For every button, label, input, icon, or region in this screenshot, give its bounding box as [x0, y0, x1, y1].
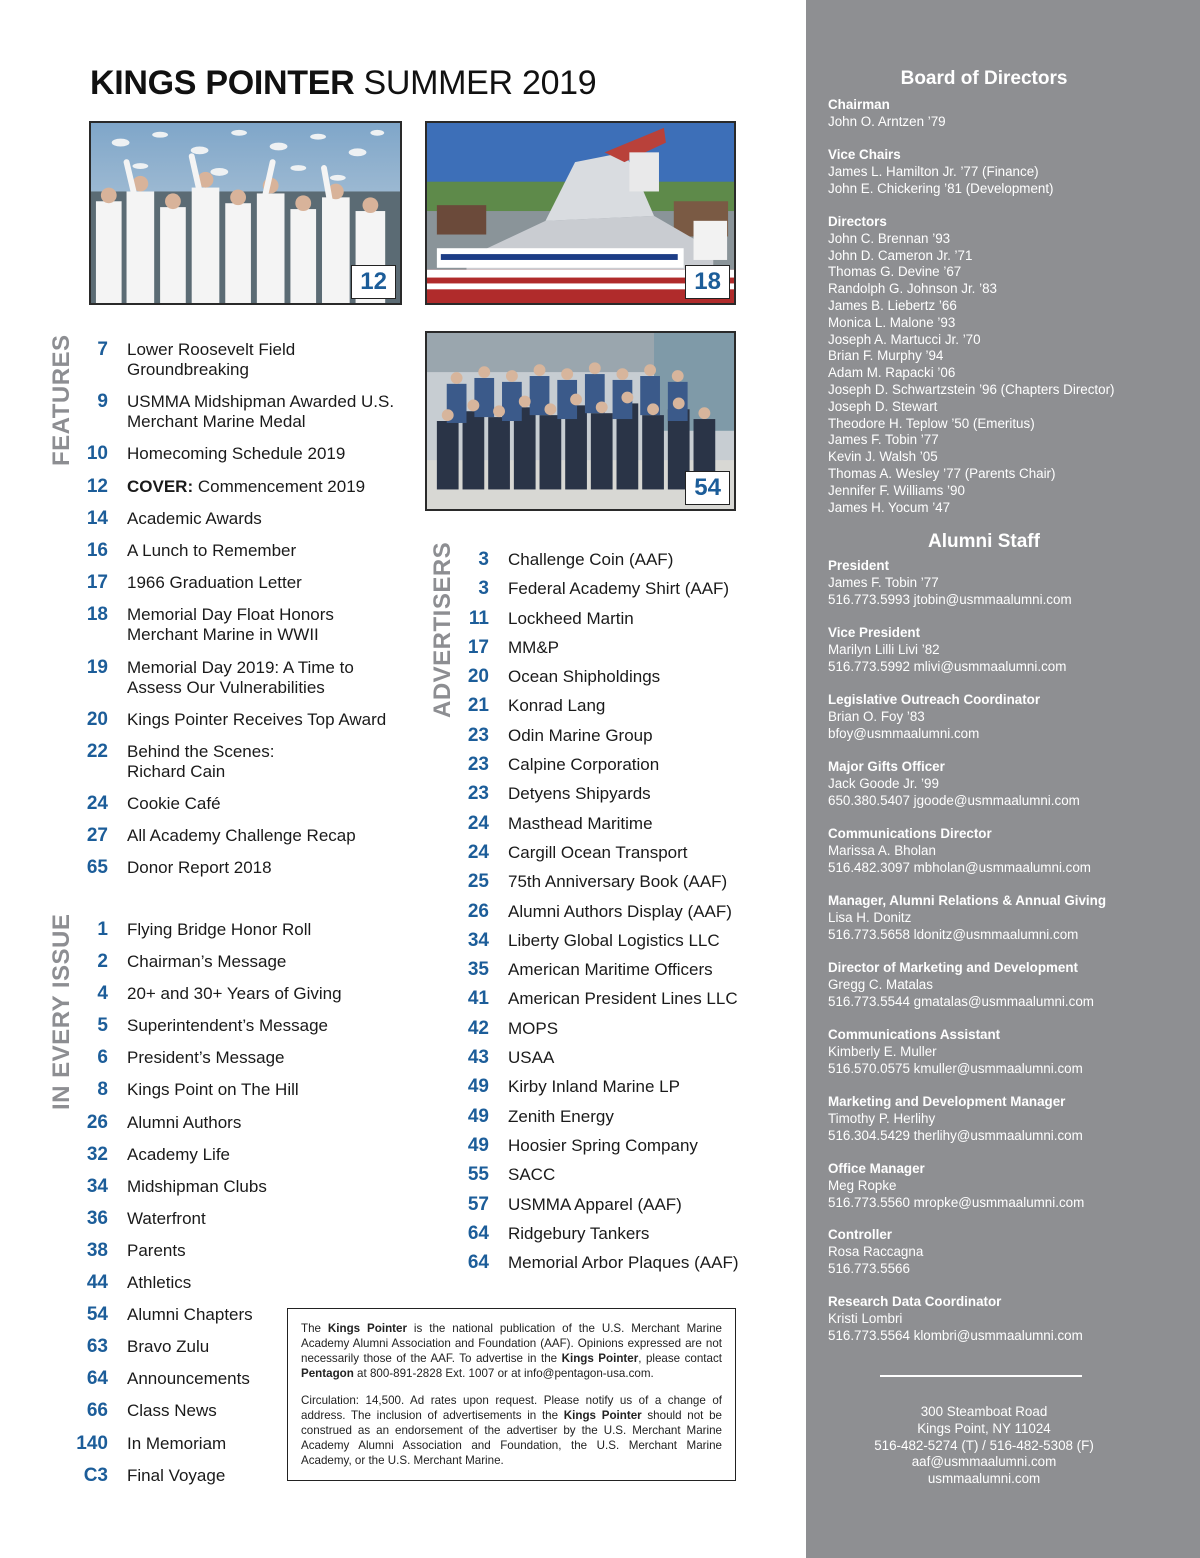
item-title: Superintendent’s Message	[127, 1016, 328, 1036]
item-title: Waterfront	[127, 1208, 206, 1228]
role-title: Chairman	[828, 97, 890, 112]
photo-alumni-chapter-group	[425, 331, 736, 511]
staff-group	[828, 692, 1188, 742]
contact-line: 516.482.3097 mbholan@usmmaalumni.com	[828, 859, 1091, 875]
every-issue-item[interactable]	[72, 1016, 412, 1048]
page-number: 5	[97, 1015, 108, 1037]
page-number: 26	[86, 1111, 108, 1133]
role-title: Controller	[828, 1227, 892, 1242]
contact-line: 516.773.5993 jtobin@usmmaalumni.com	[828, 591, 1072, 607]
page-number: 38	[86, 1239, 108, 1261]
disclaimer-paragraph-1: The Kings Pointer is the national publication of the U.S. Merchant Marine Academy Alumni Association and Foundation (AAF). Opinions expressed are not necessarily those of the AAF. To advertise in the Kings Pointer, please contact Pentagon at 800-891-2828 Ext. 1007 or at info@pentagon-usa.com.	[301, 1322, 723, 1380]
contact-line: Thomas G. Devine ’67	[828, 264, 962, 280]
features-item[interactable]	[72, 444, 412, 464]
role-title: Major Gifts Officer	[828, 759, 945, 774]
board-group	[828, 214, 1188, 516]
page-number: 1	[97, 919, 108, 940]
item-title: Alumni Chapters	[127, 1305, 253, 1325]
contact-line: 516.773.5992 mlivi@usmmaalumni.com	[828, 658, 1067, 674]
page-number: 64	[86, 1368, 108, 1390]
section-label-features: FEATURES	[48, 334, 75, 466]
page-number: 19	[86, 656, 108, 678]
item-title: Konrad Lang	[508, 696, 606, 716]
item-title: Lower Roosevelt Field Groundbreaking	[127, 340, 296, 379]
every-issue-item[interactable]	[72, 1048, 412, 1080]
contact-line: bfoy@usmmaalumni.com	[828, 725, 980, 741]
board-group	[828, 147, 1188, 197]
features-item[interactable]	[72, 392, 412, 432]
page-number: 43	[467, 1047, 489, 1069]
features-item[interactable]	[72, 742, 412, 782]
staff-group	[828, 1294, 1188, 1344]
publication-disclaimer	[287, 1308, 736, 1481]
contact-line: Kevin J. Walsh ’05	[828, 449, 938, 465]
page-number: 4	[97, 983, 108, 1005]
item-title: Parents	[127, 1240, 186, 1260]
advertiser-item[interactable]	[452, 696, 772, 725]
contact-line: Gregg C. Matalas	[828, 976, 933, 992]
contact-line: Adam M. Rapacki ’06	[828, 365, 956, 381]
item-title: MOPS	[508, 1018, 559, 1038]
page-number: 7	[97, 339, 108, 360]
item-title: Odin Marine Group	[508, 725, 653, 745]
contact-line: 516.773.5544 gmatalas@usmmaalumni.com	[828, 993, 1094, 1009]
page-number: 22	[86, 740, 108, 762]
staff-group	[828, 558, 1188, 608]
sidebar	[806, 0, 1200, 1558]
page-number: 54	[86, 1304, 108, 1326]
advertiser-item[interactable]	[452, 960, 772, 989]
contact-line: Timothy P. Herlihy	[828, 1110, 936, 1126]
contact-line: James B. Liebertz ’66	[828, 297, 957, 313]
role-title: Director of Marketing and Development	[828, 960, 1079, 975]
disclaimer-paragraph-2: Circulation: 14,500. Ad rates upon request. Please notify us of a change of address. The inclusion of advertisements in the Kings Pointer should not be construed as an endorsement of the advertiser by the U.S. Merchant Marine Academy Alumni Association and Foundation, the U.S. Merchant Marine Academy, or the U.S. Merchant Marine.	[301, 1394, 722, 1467]
contact-line: James L. Hamilton Jr. ’77 (Finance)	[828, 163, 1039, 179]
item-title: All Academy Challenge Recap	[127, 826, 356, 846]
staff-group	[828, 960, 1188, 1010]
staff-group	[828, 893, 1188, 943]
staff-heading: Alumni Staff	[928, 531, 1040, 552]
contact-line: 516.773.5566	[828, 1260, 910, 1276]
contact-line: Brian F. Murphy ’94	[828, 348, 944, 364]
every-issue-item[interactable]	[72, 1241, 412, 1273]
contact-line: Brian O. Foy ’83	[828, 708, 925, 724]
page-number: 24	[467, 841, 489, 863]
page-number: 8	[97, 1079, 108, 1101]
page-number: 25	[467, 871, 489, 893]
section-label-in-every-issue: IN EVERY ISSUE	[48, 913, 75, 1110]
page-number: 55	[467, 1164, 489, 1186]
contact-line: 516.304.5429 therlihy@usmmaalumni.com	[828, 1127, 1083, 1143]
contact-line: Joseph D. Schwartzstein ’96 (Chapters Director)	[828, 381, 1115, 397]
staff-group	[828, 1094, 1188, 1144]
item-title: Detyens Shipyards	[508, 784, 651, 804]
page-number: 17	[86, 572, 108, 594]
item-title: Donor Report 2018	[127, 858, 272, 878]
contact-line: 650.380.5407 jgoode@usmmaalumni.com	[828, 792, 1080, 808]
address-line: aaf@usmmaalumni.com	[911, 1454, 1057, 1470]
page-number: 27	[86, 825, 108, 847]
item-title: USAA	[508, 1048, 555, 1068]
every-issue-item[interactable]	[72, 1273, 412, 1305]
advertiser-item[interactable]	[452, 638, 772, 667]
advertiser-item[interactable]	[452, 550, 772, 579]
page-number: 63	[86, 1336, 108, 1358]
contact-line: Theodore H. Teplow ’50 (Emeritus)	[828, 415, 1035, 431]
page-number: C3	[83, 1464, 108, 1486]
page-number: 11	[468, 607, 489, 629]
every-issue-item[interactable]	[72, 952, 412, 984]
page-number: 65	[86, 857, 108, 879]
item-title: Midshipman Clubs	[127, 1176, 267, 1196]
role-title: Research Data Coordinator	[828, 1294, 1002, 1309]
item-title: Homecoming Schedule 2019	[127, 444, 346, 464]
page-number: 49	[467, 1105, 489, 1127]
features-item[interactable]	[72, 340, 412, 380]
page-number: 41	[467, 988, 489, 1010]
item-title: Ocean Shipholdings	[508, 667, 661, 687]
page-badge: 54	[685, 471, 730, 505]
contact-line: Thomas A. Wesley ’77 (Parents Chair)	[828, 465, 1056, 481]
page-number: 3	[478, 549, 489, 570]
item-title: Zenith Energy	[508, 1106, 614, 1126]
page-number: 64	[467, 1252, 489, 1274]
contact-line: Monica L. Malone ’93	[828, 314, 956, 330]
item-title: Kirby Inland Marine LP	[508, 1077, 680, 1097]
address-line: 300 Steamboat Road	[920, 1404, 1048, 1419]
contact-line: Marilyn Lilli Livi ’82	[828, 641, 940, 657]
item-title: Memorial Arbor Plaques (AAF)	[508, 1253, 739, 1273]
page-number: 42	[467, 1017, 489, 1039]
contact-line: John C. Brennan ’93	[828, 230, 951, 246]
item-title: President’s Message	[127, 1048, 285, 1068]
advertiser-item[interactable]	[452, 1077, 772, 1106]
page-badge: 18	[685, 265, 730, 299]
item-title: Athletics	[127, 1273, 192, 1293]
features-item[interactable]	[72, 541, 412, 561]
item-title: Cargill Ocean Transport	[508, 842, 688, 862]
page-number: 3	[478, 578, 489, 600]
role-title: Vice President	[828, 625, 921, 640]
address-line: Kings Point, NY 11024	[917, 1420, 1051, 1436]
item-title: Flying Bridge Honor Roll	[127, 920, 312, 939]
advertiser-item[interactable]	[452, 667, 772, 696]
staff-group	[828, 759, 1188, 809]
page-number: 26	[467, 900, 489, 922]
item-title: MM&P	[508, 637, 559, 657]
features-item[interactable]	[72, 658, 412, 698]
page-number: 66	[86, 1400, 108, 1422]
page-number: 36	[86, 1207, 108, 1229]
advertiser-item[interactable]	[452, 726, 772, 755]
item-title: Alumni Authors Display (AAF)	[508, 901, 732, 921]
every-issue-item[interactable]	[72, 1080, 412, 1112]
page-number: 23	[467, 724, 489, 746]
role-title: Vice Chairs	[828, 147, 901, 162]
item-title: Chairman’s Message	[127, 952, 287, 972]
advertiser-item[interactable]	[452, 755, 772, 784]
item-title: Kings Point on The Hill	[127, 1080, 299, 1100]
advertiser-item[interactable]	[452, 814, 772, 843]
item-title: American Maritime Officers	[508, 960, 713, 980]
advertiser-item[interactable]	[452, 902, 772, 931]
item-title: Final Voyage	[127, 1465, 226, 1485]
contact-line: Lisa H. Donitz	[828, 909, 912, 925]
page-number: 34	[86, 1175, 108, 1197]
item-title: American President Lines LLC	[508, 989, 738, 1009]
contact-line: Jack Goode Jr. ’99	[828, 775, 939, 791]
advertiser-item[interactable]	[452, 609, 772, 638]
advertiser-item[interactable]	[452, 1165, 772, 1194]
contact-line: Jennifer F. Williams ’90	[828, 482, 965, 498]
item-title: In Memoriam	[127, 1433, 227, 1453]
staff-group	[828, 1027, 1188, 1077]
advertiser-item[interactable]	[452, 931, 772, 960]
advertisers-list	[452, 550, 772, 1282]
contact-line: Kristi Lombri	[828, 1310, 903, 1326]
contact-line: John E. Chickering ’81 (Development)	[828, 180, 1054, 196]
role-title: Manager, Alumni Relations & Annual Giving	[828, 893, 1107, 908]
item-title: USMMA Midshipman Awarded U.S. Merchant Marine Medal	[127, 392, 395, 432]
page-number: 6	[97, 1047, 108, 1069]
features-list	[72, 340, 412, 891]
features-item[interactable]	[72, 858, 412, 878]
item-title: Liberty Global Logistics LLC	[508, 930, 720, 950]
item-title: Calpine Corporation	[508, 755, 660, 775]
item-title: Challenge Coin (AAF)	[508, 550, 674, 569]
page-number: 24	[86, 793, 108, 815]
contact-line: Kimberly E. Muller	[828, 1043, 937, 1059]
page-title: KINGS POINTER SUMMER 2019	[90, 64, 597, 102]
role-title: Legislative Outreach Coordinator	[828, 692, 1041, 707]
page-number: 20	[86, 708, 108, 730]
item-title: 20+ and 30+ Years of Giving	[127, 984, 342, 1004]
page-number: 49	[467, 1076, 489, 1098]
contact-line: Rosa Raccagna	[828, 1243, 924, 1259]
features-item[interactable]	[72, 710, 412, 730]
divider	[880, 1375, 1082, 1377]
item-title: COVER: Commencement 2019	[127, 476, 366, 496]
staff-group	[828, 1161, 1188, 1211]
page-number: 21	[467, 695, 489, 717]
page-number: 12	[86, 475, 108, 497]
page-number: 16	[86, 539, 108, 561]
features-item[interactable]	[72, 605, 412, 645]
item-title: A Lunch to Remember	[127, 540, 297, 560]
every-issue-item[interactable]	[72, 1177, 412, 1209]
page-number: 23	[467, 783, 489, 805]
advertiser-item[interactable]	[452, 1195, 772, 1224]
advertiser-item[interactable]	[452, 1019, 772, 1048]
contact-line: James H. Yocum ’47	[828, 499, 951, 515]
contact-line: 516.773.5564 klombri@usmmaalumni.com	[828, 1327, 1083, 1343]
item-title: Masthead Maritime	[508, 813, 653, 833]
role-title: Marketing and Development Manager	[828, 1094, 1066, 1109]
board-group	[828, 97, 1188, 131]
page-number: 57	[467, 1193, 489, 1215]
contact-line: Marissa A. Bholan	[828, 842, 936, 858]
page-number: 17	[467, 636, 489, 658]
item-title: Class News	[127, 1401, 217, 1421]
contact-line: 516.570.0575 kmuller@usmmaalumni.com	[828, 1060, 1083, 1076]
advertiser-item[interactable]	[452, 1224, 772, 1253]
photo-commencement	[89, 121, 402, 305]
item-title: Alumni Authors	[127, 1112, 242, 1132]
role-title: Directors	[828, 214, 887, 229]
item-title: Ridgebury Tankers	[508, 1223, 650, 1243]
page-number: 18	[86, 604, 108, 626]
contact-line: 516.773.5560 mropke@usmmaalumni.com	[828, 1194, 1085, 1210]
item-title: SACC	[508, 1165, 556, 1185]
page-number: 23	[467, 754, 489, 776]
features-item[interactable]	[72, 573, 412, 593]
contact-line: 516.773.5658 ldonitz@usmmaalumni.com	[828, 926, 1079, 942]
address-block	[806, 1404, 1162, 1488]
item-title: Bravo Zulu	[127, 1337, 210, 1357]
page-number: 20	[467, 666, 489, 688]
features-item[interactable]	[72, 509, 412, 529]
address-line: 516-482-5274 (T) / 516-482-5308 (F)	[874, 1437, 1094, 1453]
staff-group	[828, 1227, 1188, 1277]
page-number: 32	[86, 1143, 108, 1165]
staff-group	[828, 826, 1188, 876]
item-title: Academy Life	[127, 1144, 230, 1164]
item-title: Kings Pointer Receives Top Award	[127, 709, 387, 729]
item-title: Announcements	[127, 1369, 250, 1389]
item-title: USMMA Apparel (AAF)	[508, 1194, 682, 1214]
role-title: Office Manager	[828, 1161, 925, 1176]
photo-memorial-float	[425, 121, 736, 305]
advertiser-item[interactable]	[452, 1107, 772, 1136]
page-number: 10	[86, 443, 108, 465]
advertiser-item[interactable]	[452, 784, 772, 813]
page-number: 9	[97, 391, 108, 413]
item-title: Hoosier Spring Company	[508, 1135, 698, 1155]
item-title: Cookie Café	[127, 794, 221, 814]
every-issue-item[interactable]	[72, 1113, 412, 1145]
every-issue-item[interactable]	[72, 984, 412, 1016]
every-issue-item[interactable]	[72, 1209, 412, 1241]
page-badge: 12	[351, 265, 396, 299]
contact-line: James F. Tobin ’77	[828, 574, 939, 590]
page-number: 140	[76, 1432, 108, 1454]
contact-line: Joseph A. Martucci Jr. ’70	[828, 331, 981, 347]
advertiser-item[interactable]	[452, 1253, 772, 1282]
contact-line: John O. Arntzen ’79	[828, 113, 946, 129]
item-title: 75th Anniversary Book (AAF)	[508, 872, 728, 892]
advertiser-item[interactable]	[452, 989, 772, 1018]
page-number: 49	[467, 1134, 489, 1156]
item-title: Behind the Scenes: Richard Cain	[127, 741, 275, 781]
role-title: President	[828, 558, 890, 573]
address-line: usmmaalumni.com	[927, 1471, 1041, 1487]
advertiser-item[interactable]	[452, 579, 772, 608]
page-number: 14	[86, 507, 108, 529]
advertiser-item[interactable]	[452, 843, 772, 872]
contact-line: John D. Cameron Jr. ’71	[828, 247, 973, 263]
page-number: 34	[467, 929, 489, 951]
page-number: 35	[467, 959, 489, 981]
every-issue-item[interactable]	[72, 920, 412, 952]
item-title: Memorial Day Float Honors Merchant Marine in WWII	[127, 605, 334, 645]
role-title: Communications Director	[828, 826, 992, 841]
contact-line: Meg Ropke	[828, 1177, 897, 1193]
item-title: Memorial Day 2019: A Time to Assess Our Vulnerabilities	[127, 657, 354, 697]
contact-line: James F. Tobin ’77	[828, 432, 939, 448]
page-number: 2	[97, 951, 108, 973]
page-number: 24	[467, 812, 489, 834]
item-title: Academic Awards	[127, 508, 262, 528]
features-item[interactable]	[72, 826, 412, 846]
role-title: Communications Assistant	[828, 1027, 1001, 1042]
every-issue-item[interactable]	[72, 1145, 412, 1177]
features-item[interactable]	[72, 477, 412, 497]
section-label-advertisers: ADVERTISERS	[429, 541, 456, 718]
contact-line: Joseph D. Stewart	[828, 398, 938, 414]
contact-line: Randolph G. Johnson Jr. ’83	[828, 281, 997, 297]
item-title: Federal Academy Shirt (AAF)	[508, 579, 730, 599]
board-heading: Board of Directors	[900, 68, 1068, 89]
page-number: 44	[86, 1272, 108, 1294]
item-title: 1966 Graduation Letter	[127, 573, 302, 593]
staff-group	[828, 625, 1188, 675]
advertiser-item[interactable]	[452, 872, 772, 901]
features-item[interactable]	[72, 794, 412, 814]
advertiser-item[interactable]	[452, 1136, 772, 1165]
page-number: 64	[467, 1222, 489, 1244]
item-title: Lockheed Martin	[508, 608, 634, 628]
advertiser-item[interactable]	[452, 1048, 772, 1077]
